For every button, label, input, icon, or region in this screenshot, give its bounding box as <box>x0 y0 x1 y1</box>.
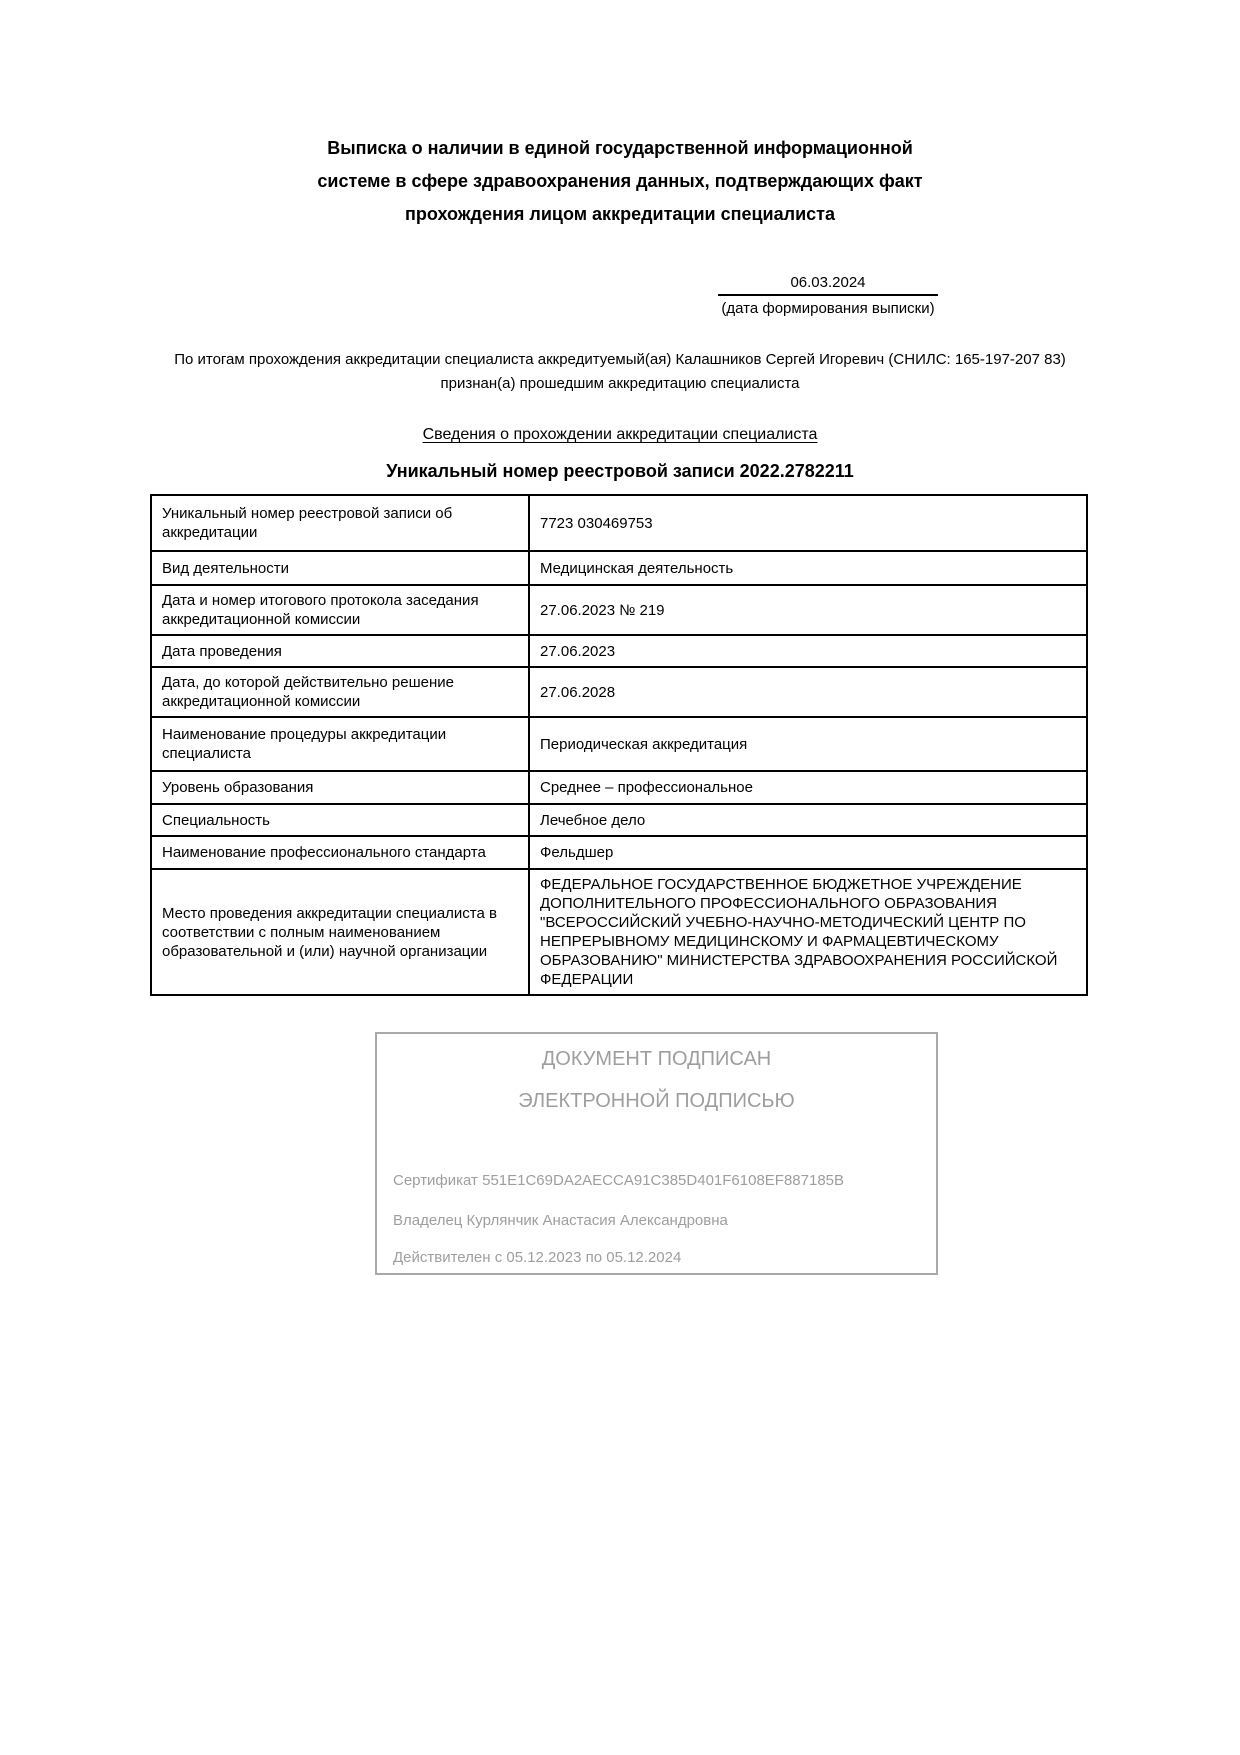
document-title <box>0 132 1240 231</box>
table-cell-label: Дата и номер итогового протокола заседания аккредитационной комиссии <box>151 585 529 635</box>
intro-paragraph <box>55 348 1185 396</box>
table-row <box>151 551 1087 585</box>
signature-validity: Действителен с 05.12.2023 по 05.12.2024 <box>393 1249 682 1266</box>
signature-owner: Владелец Курлянчик Анастасия Александровна <box>393 1212 728 1229</box>
intro-line: По итогам прохождения аккредитации специалиста аккредитуемый(ая) Калашников Сергей Игоревич (СНИЛС: 165-197-207 83) <box>174 351 1066 368</box>
table-cell-label: Дата проведения <box>151 635 529 667</box>
document-title-line: прохождения лицом аккредитации специалиста <box>405 204 835 224</box>
table-row <box>151 495 1087 551</box>
section-heading: Сведения о прохождении аккредитации специалиста <box>422 426 818 443</box>
signature-certificate: Сертификат 551E1C69DA2AECCA91C385D401F6108EF887185B <box>393 1172 845 1189</box>
table-cell-value: Фельдшер <box>529 836 1087 869</box>
signature-title-line: ДОКУМЕНТ ПОДПИСАН <box>541 1048 772 1070</box>
table-row <box>151 869 1087 995</box>
table-cell-value: Лечебное дело <box>529 804 1087 836</box>
table-row <box>151 635 1087 667</box>
signature-stamp <box>375 1032 938 1275</box>
extract-date: 06.03.2024 <box>718 274 938 296</box>
table-cell-label: Уровень образования <box>151 771 529 804</box>
table-cell-value: Среднее – профессиональное <box>529 771 1087 804</box>
table-row <box>151 717 1087 771</box>
document-title-line: системе в сфере здравоохранения данных, подтверждающих факт <box>317 171 923 191</box>
table-cell-label: Наименование процедуры аккредитации специалиста <box>151 717 529 771</box>
table-cell-value: 27.06.2028 <box>529 667 1087 717</box>
intro-line: признан(а) прошедшим аккредитацию специалиста <box>440 375 800 392</box>
table-cell-value: ФЕДЕРАЛЬНОЕ ГОСУДАРСТВЕННОЕ БЮДЖЕТНОЕ УЧРЕЖДЕНИЕ ДОПОЛНИТЕЛЬНОГО ПРОФЕССИОНАЛЬНОГО ОБРАЗОВАНИЯ "ВСЕРОССИЙСКИЙ УЧЕБНО-НАУЧНО-МЕТОДИЧЕСКИЙ ЦЕНТР ПО НЕПРЕРЫВНОМУ МЕДИЦИНСКОМУ И ФАРМАЦЕВТИЧЕСКОМУ ОБРАЗОВАНИЮ" МИНИСТЕРСТВА ЗДРАВООХРАНЕНИЯ РОССИЙСКОЙ ФЕДЕРАЦИИ <box>529 869 1087 995</box>
extract-date-caption: (дата формирования выписки) <box>721 300 935 317</box>
table-cell-value: 27.06.2023 № 219 <box>529 585 1087 635</box>
extract-date-block <box>718 274 938 317</box>
accreditation-table <box>150 494 1088 996</box>
table-cell-label: Наименование профессионального стандарта <box>151 836 529 869</box>
table-cell-value: 27.06.2023 <box>529 635 1087 667</box>
table-cell-label: Место проведения аккредитации специалиста в соответствии с полным наименованием образовательной и (или) научной организации <box>151 869 529 995</box>
table-row <box>151 804 1087 836</box>
table-row <box>151 667 1087 717</box>
registry-record-heading: Уникальный номер реестровой записи 2022.2782211 <box>386 461 854 481</box>
table-cell-value: Медицинская деятельность <box>529 551 1087 585</box>
table-cell-label: Дата, до которой действительно решение аккредитационной комиссии <box>151 667 529 717</box>
table-cell-value: 7723 030469753 <box>529 495 1087 551</box>
table-cell-label: Уникальный номер реестровой записи об аккредитации <box>151 495 529 551</box>
signature-title-line: ЭЛЕКТРОННОЙ ПОДПИСЬЮ <box>518 1090 795 1112</box>
table-row <box>151 771 1087 804</box>
table-row <box>151 836 1087 869</box>
table-cell-label: Вид деятельности <box>151 551 529 585</box>
table-cell-value: Периодическая аккредитация <box>529 717 1087 771</box>
table-row <box>151 585 1087 635</box>
table-cell-label: Специальность <box>151 804 529 836</box>
document-title-line: Выписка о наличии в единой государственной информационной <box>327 138 913 158</box>
